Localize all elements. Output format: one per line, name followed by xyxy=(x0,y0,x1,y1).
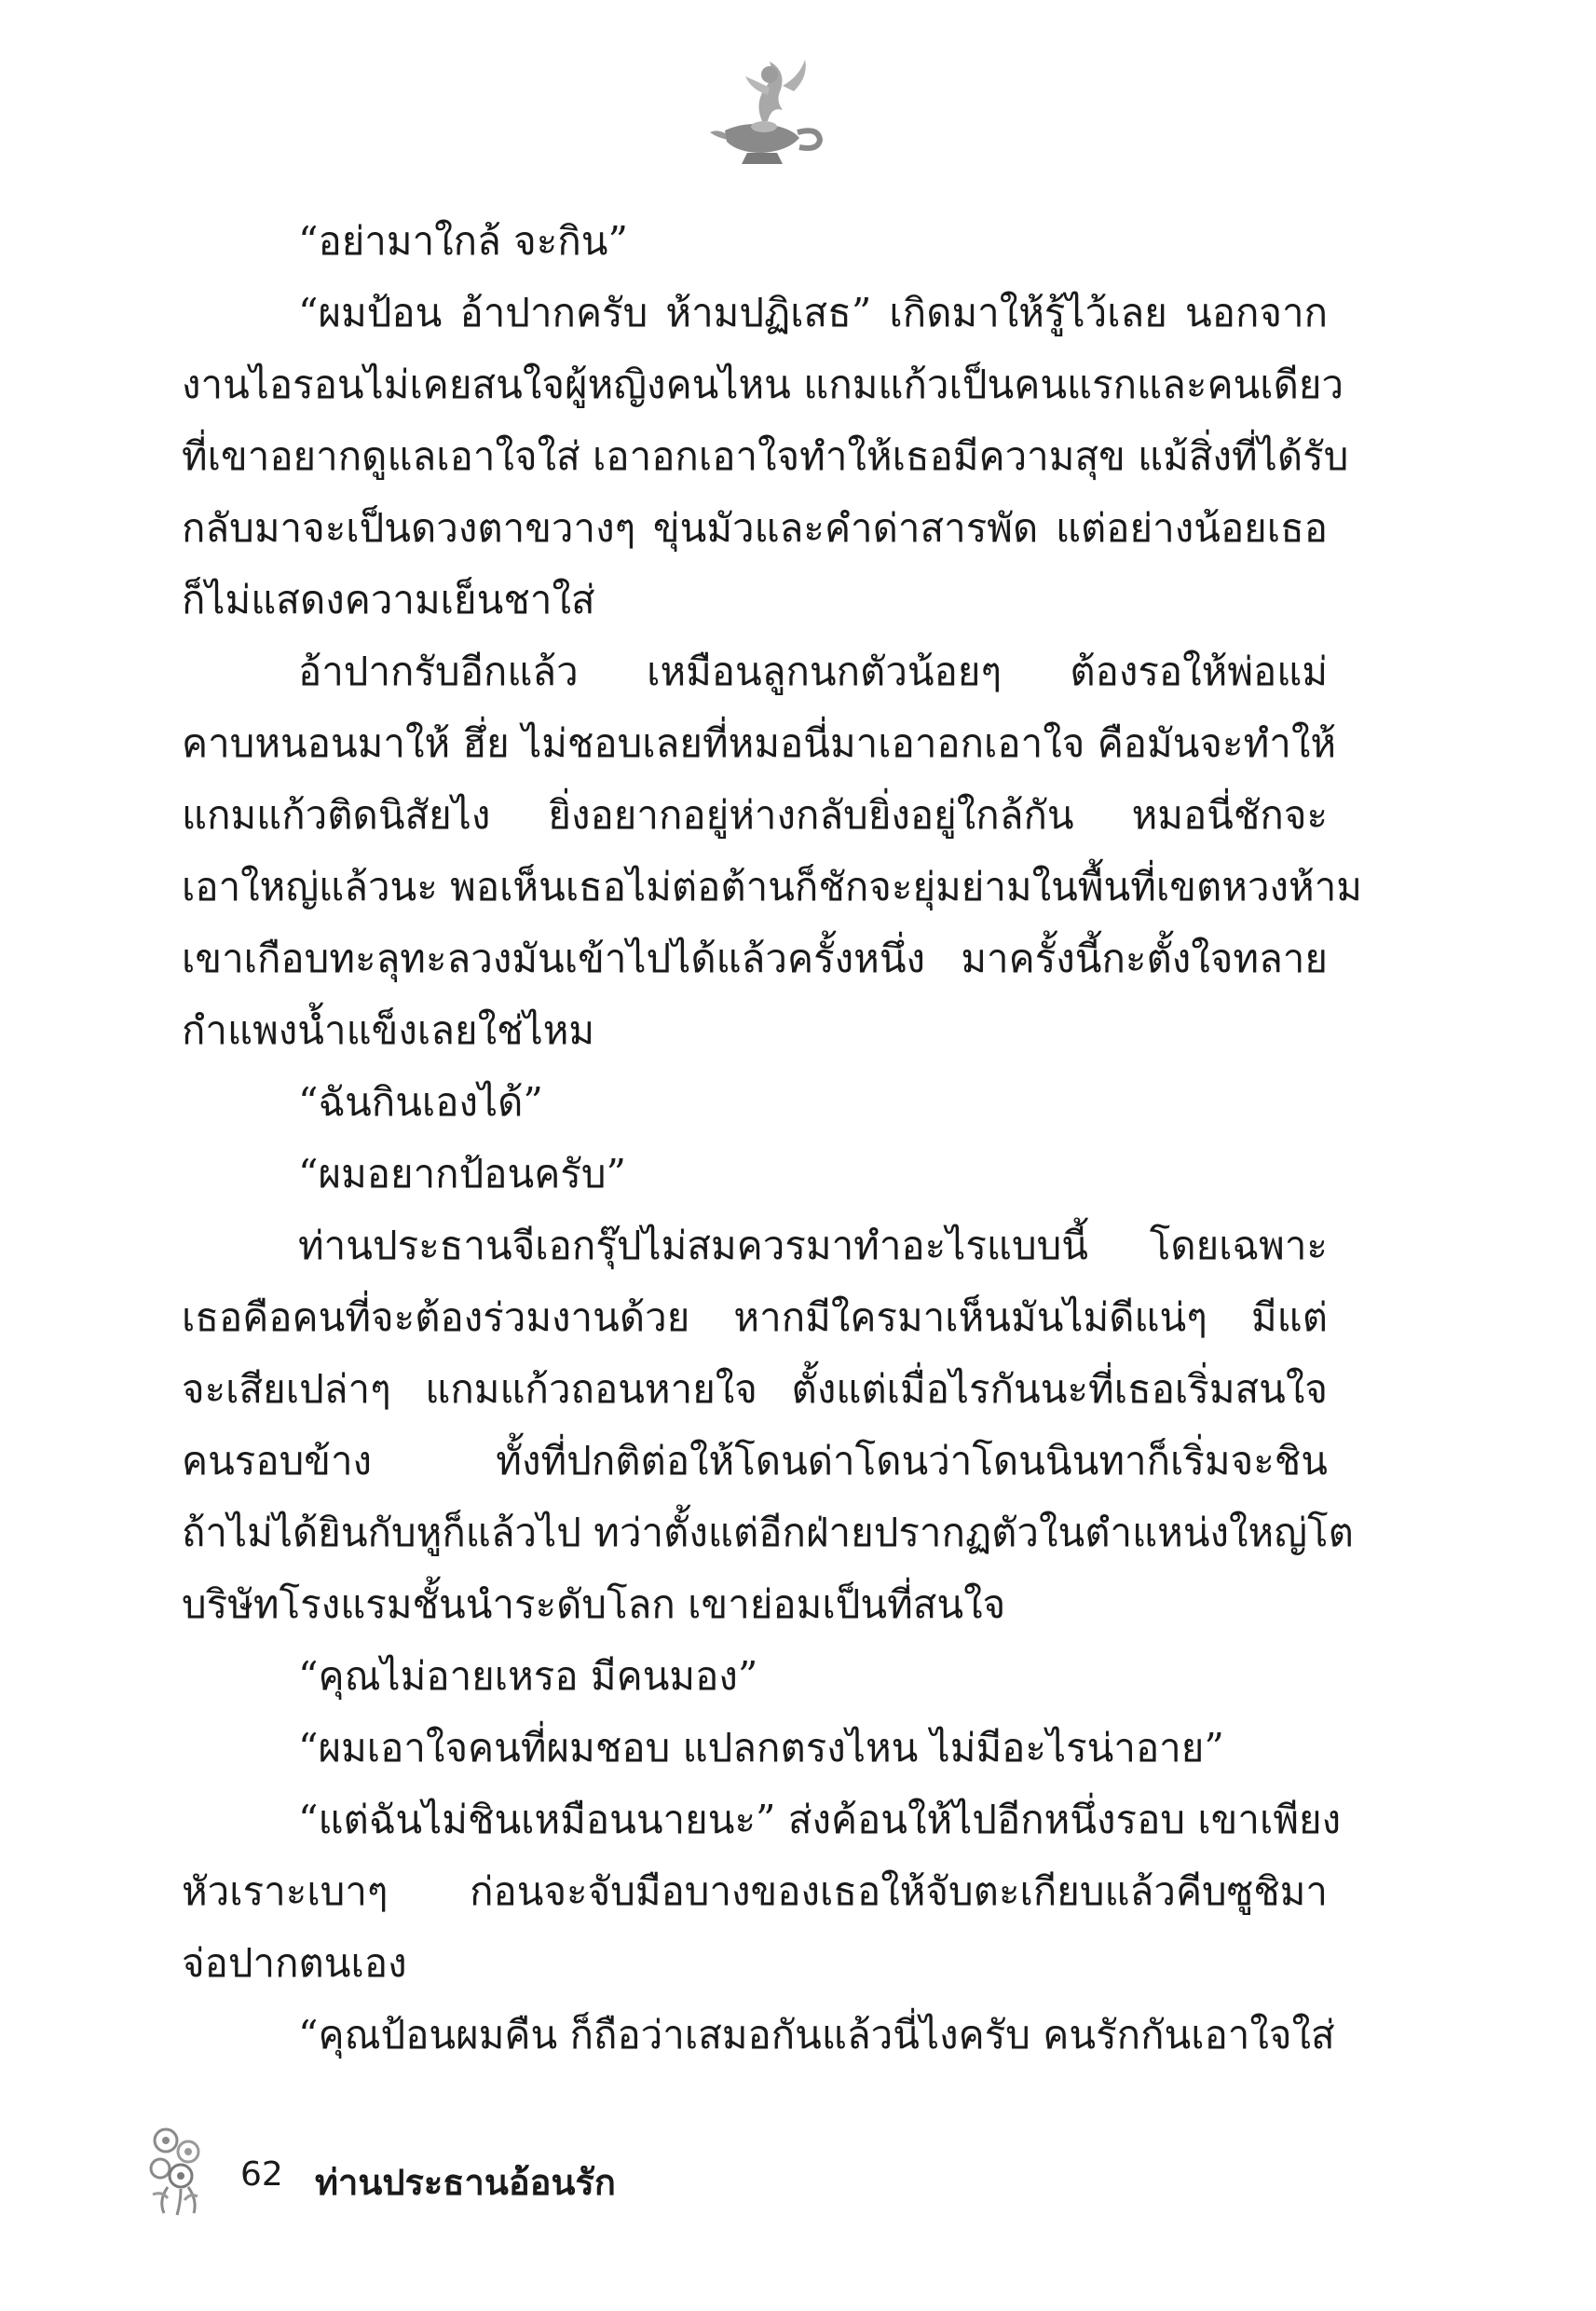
paragraph-line: จะเสียเปล่าๆ แกมแก้วถอนหายใจ ตั้งแต่เมื่อไรกันนะที่เธอเริ่มสนใจ xyxy=(182,1366,1328,1412)
paragraph-line: “อย่ามาใกล้ จะกิน” xyxy=(298,218,628,264)
page-number: 62 xyxy=(240,2155,283,2194)
paragraph-line: คนรอบข้าง ทั้งที่ปกติต่อให้โดนด่าโดนว่าโดนนินทาก็เริ่มจะชิน xyxy=(182,1438,1328,1484)
paragraph-line: “ผมเอาใจคนที่ผมชอบ แปลกตรงไหน ไม่มีอะไรน่าอาย” xyxy=(298,1725,1224,1771)
paragraph-line: ท่านประธานจีเอกรุ๊ปไม่สมควรมาทำอะไรแบบนี้ โดยเฉพาะ xyxy=(298,1223,1328,1268)
paragraph-line: “ฉันกินเองได้” xyxy=(298,1079,543,1125)
paragraph-line: “ผมป้อน อ้าปากครับ ห้ามปฏิเสธ” เกิดมาให้รู้ไว้เลย นอกจาก xyxy=(298,290,1328,335)
paragraph-line: กลับมาจะเป็นดวงตาขวางๆ ขุ่นมัวและคำด่าสารพัด แต่อย่างน้อยเธอ xyxy=(182,505,1328,551)
paragraph-line: คาบหนอนมาให้ ฮึ่ย ไม่ชอบเลยที่หมอนี่มาเอาอกเอาใจ คือมันจะทำให้ xyxy=(182,720,1337,766)
paragraph-line: บริษัทโรงแรมชั้นนำระดับโลก เขาย่อมเป็นที่สนใจ xyxy=(182,1581,1006,1627)
paragraph-line: จ่อปากตนเอง xyxy=(182,1940,407,1986)
paragraph-line: ก็ไม่แสดงความเย็นชาใส่ xyxy=(182,577,595,622)
paragraph-line: เอาใหญ่แล้วนะ พอเห็นเธอไม่ต่อต้านก็ชักจะยุ่มย่ามในพื้นที่เขตหวงห้าม xyxy=(182,864,1362,909)
paragraph-line: ที่เขาอยากดูแลเอาใจใส่ เอาอกเอาใจทำให้เธอมีความสุข แม้สิ่งที่ได้รับ xyxy=(182,433,1349,479)
paragraph-line: ถ้าไม่ได้ยินกับหูก็แล้วไป ทว่าตั้งแต่อีกฝ่ายปรากฏตัวในตำแหน่งใหญ่โต xyxy=(182,1510,1354,1555)
paragraph-line: “คุณป้อนผมคืน ก็ถือว่าเสมอกันแล้วนี่ไงครับ คนรักกันเอาใจใส่ xyxy=(298,2012,1335,2058)
paragraph-line: กำแพงน้ำแข็งเลยใช่ไหม xyxy=(182,1007,595,1053)
page-footer xyxy=(140,2120,792,2222)
book-title: ท่านประธานอ้อนรัก xyxy=(315,2162,616,2203)
paragraph-line: งานไอรอนไม่เคยสนใจผู้หญิงคนไหน แกมแก้วเป็นคนแรกและคนเดียว xyxy=(182,362,1344,407)
flower-bouquet-icon xyxy=(140,2120,214,2222)
paragraph-line: อ้าปากรับอีกแล้ว เหมือนลูกนกตัวน้อยๆ ต้องรอให้พ่อแม่ xyxy=(298,649,1328,694)
paragraph-line: “ผมอยากป้อนครับ” xyxy=(298,1151,626,1197)
paragraph-line: แกมแก้วติดนิสัยไง ยิ่งอยากอยู่ห่างกลับยิ่งอยู่ใกล้กัน หมอนี่ชักจะ xyxy=(182,792,1328,838)
paragraph-line: “แต่ฉันไม่ชินเหมือนนายนะ” ส่งค้อนให้ไปอีกหนึ่งรอบ เขาเพียง xyxy=(298,1797,1342,1842)
genie-lamp-icon xyxy=(689,48,829,170)
paragraph-line: เธอคือคนที่จะต้องร่วมงานด้วย หากมีใครมาเห็นมันไม่ดีแน่ๆ มีแต่ xyxy=(182,1294,1328,1340)
paragraph-line: เขาเกือบทะลุทะลวงมันเข้าไปได้แล้วครั้งหนึ่ง มาครั้งนี้กะตั้งใจทลาย xyxy=(182,936,1328,981)
body-text xyxy=(182,205,1362,2071)
paragraph-line: หัวเราะเบาๆ ก่อนจะจับมือบางของเธอให้จับตะเกียบแล้วคีบซูชิมา xyxy=(182,1868,1328,1914)
paragraph-line: “คุณไม่อายเหรอ มีคนมอง” xyxy=(298,1653,758,1699)
